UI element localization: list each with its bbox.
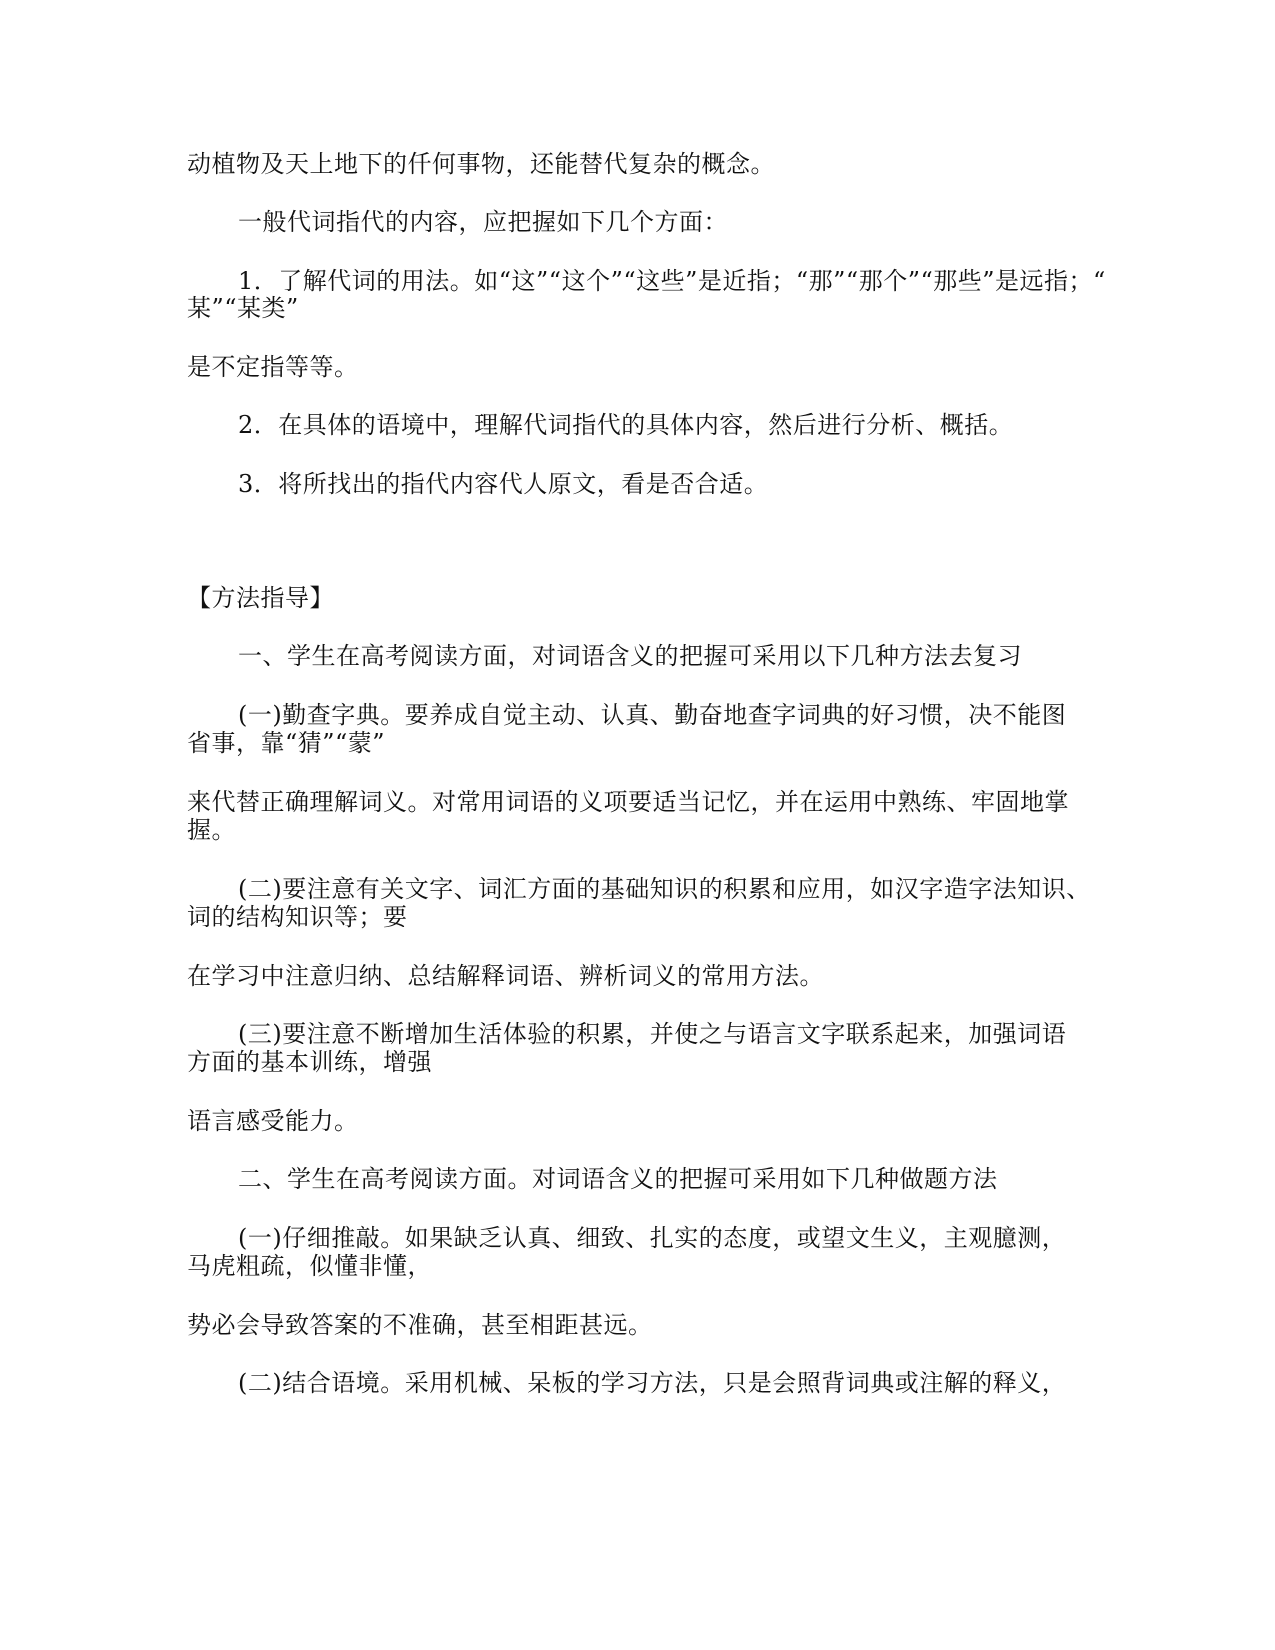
body-text-line: 二、学生在高考阅读方面。对词语含义的把握可采用如下几种做题方法	[238, 1165, 998, 1193]
body-text-line: 来代替正确理解词义。对常用词语的义项要适当记忆，并在运用中熟练、牢固地掌	[187, 788, 1069, 816]
body-text-line: 在学习中注意归纳、总结解释词语、辨析词义的常用方法。	[187, 962, 824, 990]
body-text-line: 马虎粗疏，似懂非懂，	[187, 1252, 432, 1280]
body-text-line: (一)勤查字典。要养成自觉主动、认真、勤奋地查字词典的好习惯，决不能图	[238, 701, 1067, 729]
body-text-line: 一般代词指代的内容，应把握如下几个方面：	[238, 208, 728, 236]
body-text-line: 词的结构知识等；要	[187, 903, 408, 931]
body-text-line: 方面的基本训练，增强	[187, 1048, 432, 1076]
body-text-line: 语言感受能力。	[187, 1107, 359, 1135]
body-text-line: 握。	[187, 816, 236, 844]
body-text-line: (一)仔细推敲。如果缺乏认真、细致、扎实的态度，或望文生义，主观臆测，	[238, 1224, 1067, 1252]
section-heading: 【方法指导】	[187, 584, 334, 612]
list-item-1: 1．了解代词的用法。如“这”“这个”“这些”是近指；“那”“那个”“那些”是远指；“	[238, 267, 1106, 295]
body-text-line: (三)要注意不断增加生活体验的积累，并使之与语言文字联系起来，加强词语	[238, 1020, 1067, 1048]
body-text-line: 动植物及天上地下的仟何事物，还能替代复杂的概念。	[187, 150, 775, 178]
body-text-line: 某”“某类”	[187, 294, 299, 322]
body-text-line: 一、学生在高考阅读方面，对词语含义的把握可采用以下几种方法去复习	[238, 642, 1022, 670]
list-item-2: 2．在具体的语境中，理解代词指代的具体内容，然后进行分析、概括。	[238, 411, 1014, 439]
body-text-line: 势必会导致答案的不准确，甚至相距甚远。	[187, 1311, 653, 1339]
list-item-3: 3．将所找出的指代内容代人原文，看是否合适。	[238, 470, 769, 498]
body-text-line: (二)要注意有关文字、词汇方面的基础知识的积累和应用，如汉字造字法知识、	[238, 875, 1091, 903]
body-text-line: 是不定指等等。	[187, 353, 359, 381]
body-text-line: (二)结合语境。采用机械、呆板的学习方法，只是会照背词典或注解的释义，	[238, 1369, 1067, 1397]
body-text-line: 省事，靠“猜”“蒙”	[187, 729, 386, 757]
